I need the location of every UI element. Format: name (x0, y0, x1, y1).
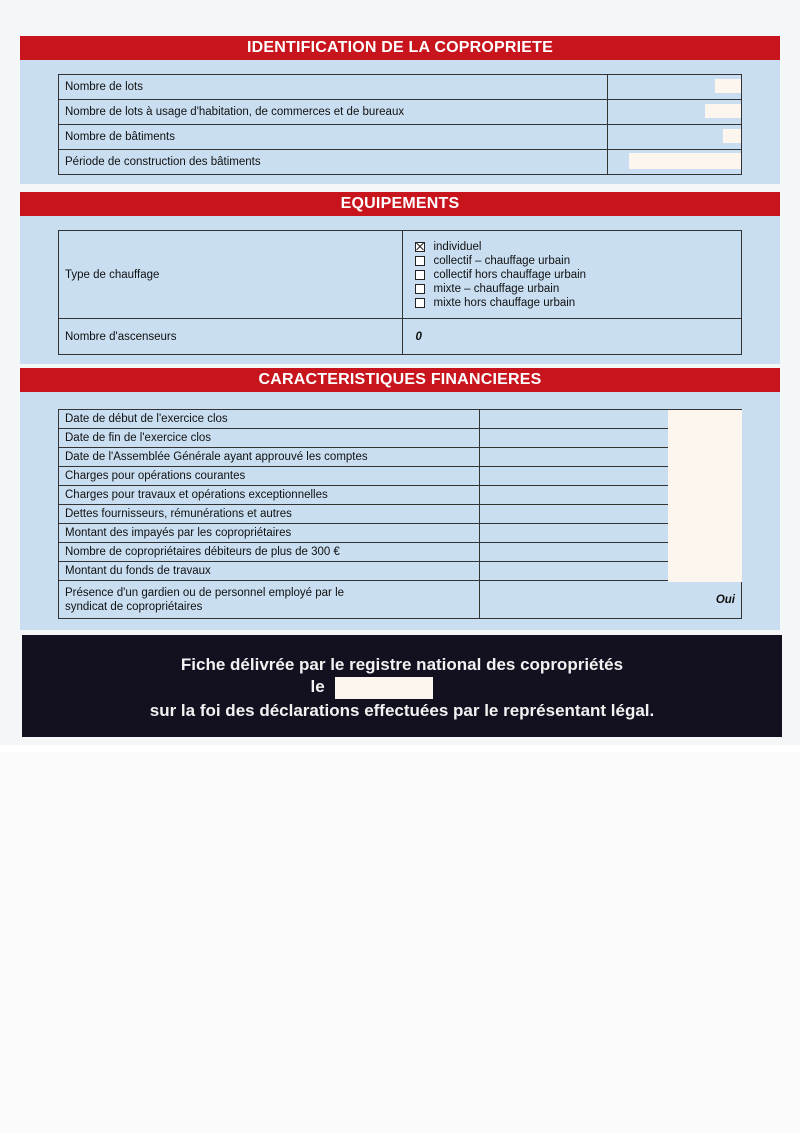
footer-date-prefix: le (310, 677, 325, 697)
table-row (59, 543, 742, 562)
redacted-value (715, 79, 741, 93)
row-label: Période de construction des bâtiments (59, 150, 608, 175)
checked-checkbox-icon (415, 242, 425, 252)
chauffage-options (403, 231, 742, 319)
equipements-table (58, 230, 742, 355)
table-row (59, 524, 742, 543)
checkbox-icon (415, 284, 425, 294)
identification-table (58, 74, 742, 175)
table-row (59, 150, 742, 175)
checkbox-icon (415, 256, 425, 266)
chauffage-label: Type de chauffage (59, 231, 403, 319)
gardien-value: Oui (480, 581, 742, 619)
ascenseurs-value: 0 (403, 319, 742, 355)
row-label: Montant des impayés par les copropriétaires (59, 524, 480, 543)
row-label: Date de début de l'exercice clos (59, 410, 480, 429)
row-label: Nombre de bâtiments (59, 125, 608, 150)
chauffage-option (415, 240, 735, 254)
row-label: Charges pour opérations courantes (59, 467, 480, 486)
table-row (59, 562, 742, 581)
gardien-label-line2: syndicat de copropriétaires (65, 600, 203, 613)
row-label: Date de l'Assemblée Générale ayant approuvé les comptes (59, 448, 480, 467)
redacted-values-block (668, 410, 742, 582)
table-row (59, 581, 742, 619)
footer-line-3: sur la foi des déclarations effectuées par le représentant légal. (149, 701, 655, 720)
row-label: Nombre de lots à usage d'habitation, de commerces et de bureaux (59, 100, 608, 125)
redacted-date (335, 677, 433, 699)
chauffage-option (415, 282, 735, 296)
table-row (59, 429, 742, 448)
row-value (608, 75, 742, 100)
financieres-table (58, 409, 742, 619)
row-label: Nombre de lots (59, 75, 608, 100)
footer-line-2 (22, 677, 782, 699)
gardien-label (59, 581, 480, 619)
table-row (59, 410, 742, 429)
table-row (59, 231, 742, 319)
blank-back-page (0, 752, 800, 1133)
equipements-title: EQUIPEMENTS (20, 192, 780, 216)
redacted-value (629, 153, 741, 169)
option-label: collectif – chauffage urbain (433, 254, 571, 267)
option-label: collectif hors chauffage urbain (433, 268, 587, 281)
option-label: mixte hors chauffage urbain (433, 296, 576, 309)
row-label: Dettes fournisseurs, rémunérations et autres (59, 505, 480, 524)
table-row (59, 448, 742, 467)
row-label: Nombre de copropriétaires débiteurs de plus de 300 € (59, 543, 480, 562)
table-row (59, 75, 742, 100)
identification-title: IDENTIFICATION DE LA COPROPRIETE (20, 36, 780, 60)
checkbox-icon (415, 298, 425, 308)
registry-footer (22, 635, 782, 737)
checkbox-icon (415, 270, 425, 280)
row-value (608, 150, 742, 175)
financieres-title: CARACTERISTIQUES FINANCIERES (20, 368, 780, 392)
option-label: mixte – chauffage urbain (433, 282, 560, 295)
table-row (59, 125, 742, 150)
table-row (59, 505, 742, 524)
table-row (59, 467, 742, 486)
row-label: Charges pour travaux et opérations exceptionnelles (59, 486, 480, 505)
table-row (59, 100, 742, 125)
chauffage-option (415, 254, 735, 268)
row-value (608, 100, 742, 125)
chauffage-option (415, 296, 735, 310)
redacted-value (723, 129, 741, 143)
ascenseurs-label: Nombre d'ascenseurs (59, 319, 403, 355)
row-label: Date de fin de l'exercice clos (59, 429, 480, 448)
redacted-value (705, 104, 741, 118)
chauffage-checkbox-list (415, 236, 735, 314)
row-value (608, 125, 742, 150)
gardien-label-line1: Présence d'un gardien ou de personnel employé par le (65, 586, 345, 599)
row-label: Montant du fonds de travaux (59, 562, 480, 581)
table-row (59, 319, 742, 355)
option-label: individuel (433, 240, 482, 253)
footer-line-1: Fiche délivrée par le registre national des copropriétés (180, 655, 624, 674)
chauffage-option (415, 268, 735, 282)
table-row (59, 486, 742, 505)
